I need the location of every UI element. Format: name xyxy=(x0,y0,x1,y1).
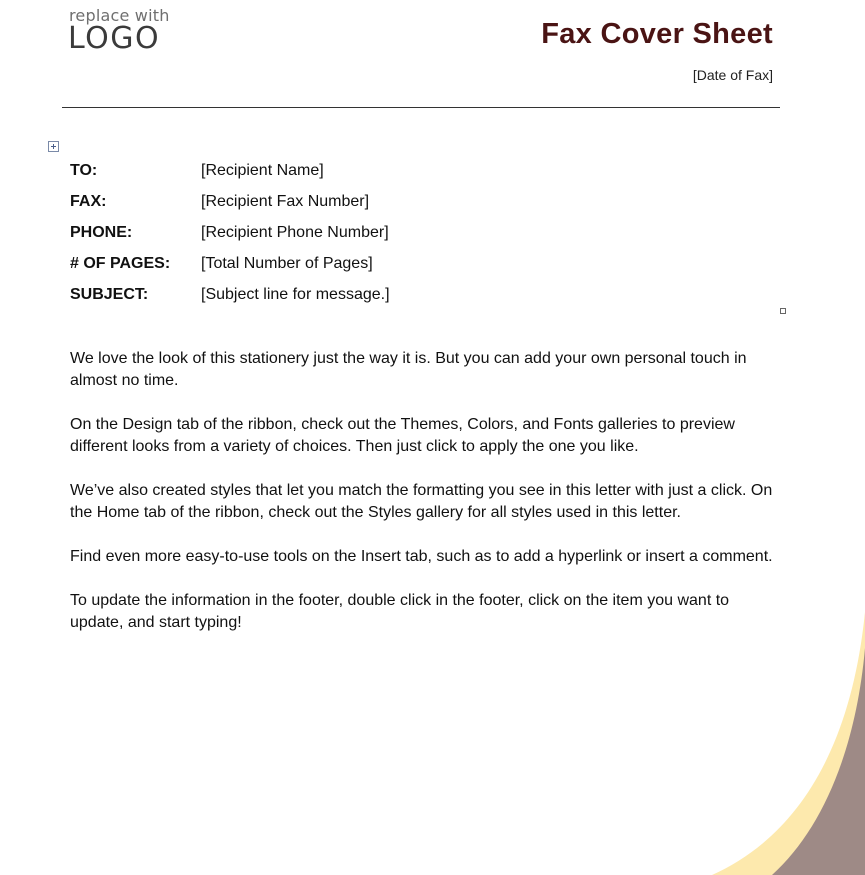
page-title[interactable]: Fax Cover Sheet xyxy=(541,18,773,50)
field-value-recipient-fax[interactable]: [Recipient Fax Number] xyxy=(201,193,370,210)
table-row-subject xyxy=(70,280,670,311)
swoosh-dark-band xyxy=(772,648,865,875)
table-row-pages xyxy=(70,249,670,280)
field-label-subject: SUBJECT: xyxy=(70,286,149,303)
header-divider xyxy=(62,107,780,108)
field-label-phone: PHONE: xyxy=(70,224,133,241)
table-row-fax xyxy=(70,187,670,218)
field-label-fax: FAX: xyxy=(70,193,107,210)
body-paragraph[interactable]: Find even more easy-to-use tools on the Insert tab, such as to add a hyperlink or insert a comment. xyxy=(70,548,773,565)
table-resize-handle[interactable] xyxy=(780,308,786,314)
table-move-handle-icon[interactable] xyxy=(48,141,59,152)
field-value-recipient-name[interactable]: [Recipient Name] xyxy=(201,162,324,179)
field-value-recipient-phone[interactable]: [Recipient Phone Number] xyxy=(201,224,389,241)
date-of-fax[interactable]: [Date of Fax] xyxy=(692,67,773,83)
field-label-pages: # OF PAGES: xyxy=(70,255,171,272)
body-paragraph[interactable]: We love the look of this stationery just the way it is. But you can add your own personal touch in almost no time. xyxy=(70,350,747,389)
message-body xyxy=(70,348,780,656)
body-paragraph[interactable]: To update the information in the footer, double click in the footer, click on the item you want to update, and start typing! xyxy=(70,592,730,631)
field-value-total-pages[interactable]: [Total Number of Pages] xyxy=(201,255,373,272)
logo-placeholder[interactable] xyxy=(69,6,189,56)
body-paragraph[interactable]: We’ve also created styles that let you match the formatting you see in this letter with just a click. On the Home tab of the ribbon, check out the Styles gallery for all styles used in this letter. xyxy=(70,482,773,521)
table-row-to xyxy=(70,156,670,187)
field-label-to: TO: xyxy=(70,162,98,179)
logo-line-replace-with: replace with xyxy=(69,6,170,25)
field-value-subject[interactable]: [Subject line for message.] xyxy=(201,286,390,303)
body-paragraph[interactable]: On the Design tab of the ribbon, check out the Themes, Colors, and Fonts galleries to preview different looks from a variety of choices. Then just click to apply the one you like. xyxy=(70,416,735,455)
logo-line-logo: LOGO xyxy=(68,21,161,56)
fax-info-table xyxy=(70,156,670,311)
table-row-phone xyxy=(70,218,670,249)
